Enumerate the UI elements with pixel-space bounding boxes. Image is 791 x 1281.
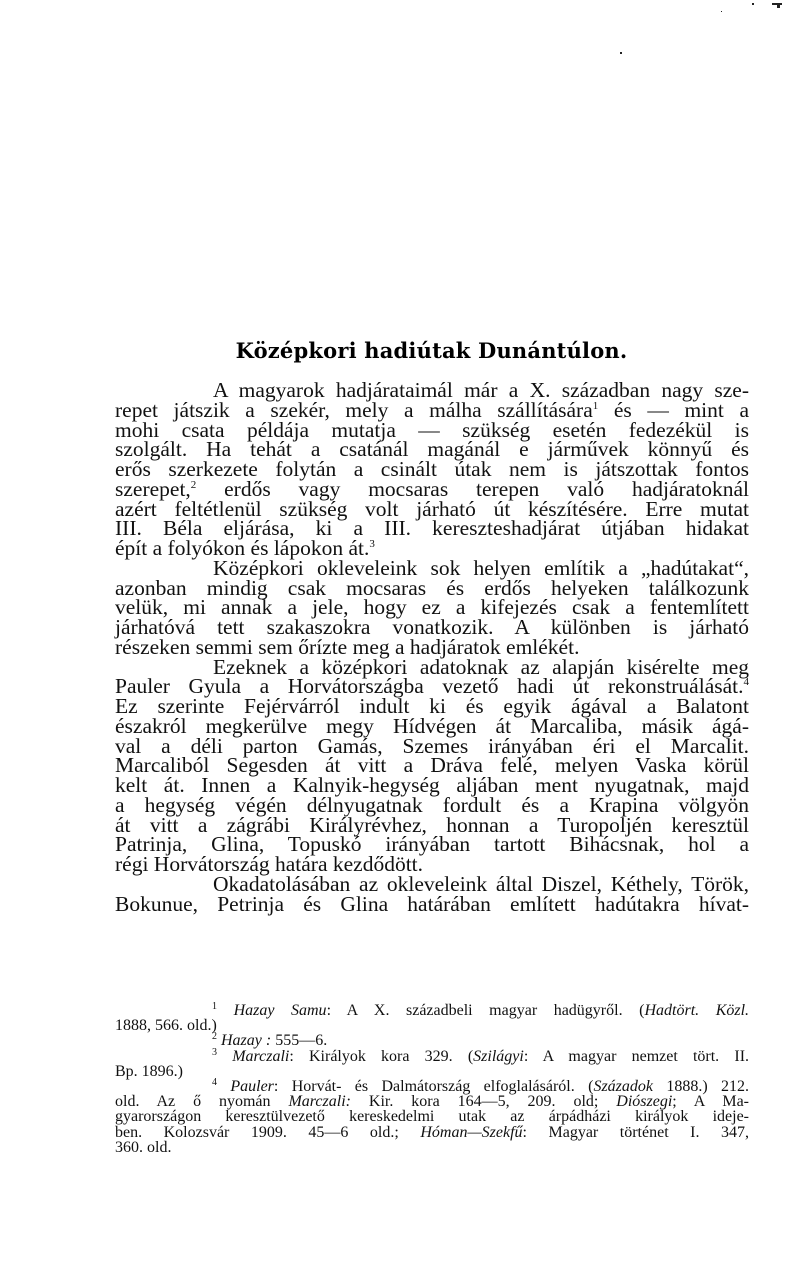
footnote-4: [115, 1076, 750, 1156]
line-text: kelt át. Innen a Kalnyik-hegység aljában ment nyugatnak, majd: [115, 773, 749, 797]
line-text: át vitt a zágrábi Királyrévhez, honnan a Turopoljén keresztül: [115, 812, 749, 837]
footnote-text: 1888.) 212.: [653, 1077, 750, 1095]
footnote-text: : Horvát- és Dalmátország elfoglalásáról. (: [273, 1077, 594, 1095]
footnote-text: : Magyar történet I. 347,: [522, 1123, 750, 1141]
footnote-citation-italic: Hazay Samu: [233, 1002, 327, 1019]
line-text: Ezeknek a középkori adatoknak az alapján kisérelte meg: [213, 654, 749, 679]
line-text: A magyarok hadjárataimál már a X. században nagy sze-: [213, 378, 749, 402]
footnote-line: [115, 1003, 749, 1018]
line-text: járhatóvá tett szakaszokra vonatkozik. A különben is járható: [115, 615, 749, 639]
footnote-ref[interactable]: 4: [743, 676, 749, 689]
page-title: Középkori hadiútak Dunántúlon.: [235, 338, 628, 363]
footnote-text: 1888, 566. old.): [115, 1017, 217, 1035]
footnote-text: 555—6.: [271, 1032, 328, 1050]
footnote-line: [115, 1018, 749, 1033]
footnote-line: [115, 1125, 749, 1140]
line-text: mohi csata példája mutatja — szükség esetén fedezékül is: [115, 417, 749, 442]
footnote-number: 3: [212, 1046, 217, 1058]
footnote-citation-italic: Pauler: [230, 1077, 274, 1095]
line-text: a hegység végén délnyugatnak fordult és a Krapina völgyön: [115, 792, 749, 817]
footnote-text: : Királyok kora 329. (: [289, 1047, 474, 1065]
footnote-line: [115, 1076, 750, 1095]
footnote-3: [115, 1046, 750, 1080]
footnote-line: [115, 1064, 749, 1079]
scan-speck: [721, 11, 722, 12]
footnote-text: ben. Kolozsvár 1909. 45—6 old.;: [115, 1123, 421, 1141]
line-text: val a déli parton Gamás, Szemes irányában éri el Marcalit.: [115, 733, 749, 758]
line-text-after: és — mint a: [598, 397, 750, 422]
footnote-text: Kir. kora 164—5, 209. old;: [350, 1093, 617, 1111]
footnote-citation-italic: Marczali: [232, 1047, 290, 1065]
body-text: [115, 378, 750, 916]
line-text: szerepet,: [115, 476, 191, 501]
footnote-1: [115, 1003, 749, 1033]
footnote-line: [115, 1094, 749, 1109]
footnote-citation-italic: Szilágyi: [473, 1047, 524, 1065]
line-text: szolgált. Ha tehát a csatánál magánál e járművek könnyű és: [115, 437, 749, 462]
line-text: részeken semmi sem őrízte meg a hadjáratok emlékét.: [115, 634, 580, 659]
line-text: III. Béla eljárása, ki a III. kereszteshadjárat útjában hidakat: [115, 516, 749, 541]
scan-speck: [620, 52, 622, 54]
footnote-text: : A X. századbeli magyar hadügyről. (: [326, 1002, 645, 1019]
line-text: Patrinja, Glina, Topuskó irányában tartott Bihácsnak, hol a: [115, 832, 749, 857]
footnote-citation-italic: Századok: [593, 1077, 653, 1095]
footnote-citation-italic: Hazay :: [221, 1032, 272, 1050]
scan-speck: [752, 3, 754, 5]
footnote-text: 360. old.: [115, 1138, 172, 1156]
line-text: Pauler Gyula a Horvátországba vezető hadi út rekonstruálását.: [115, 674, 744, 699]
footnote-ref[interactable]: 1: [592, 399, 599, 412]
footnote-line: [115, 1140, 749, 1155]
line-text: régi Horvátország határa kezdődött.: [115, 852, 424, 876]
line-text: Marcaliból Segesden át vitt a Dráva felé, melyen Vaska körül: [115, 753, 749, 778]
footnote-citation-italic: Hadtört. Közl.: [644, 1002, 750, 1019]
footnote-text: Bp. 1896.): [115, 1062, 183, 1080]
footnote-line: [115, 1046, 750, 1065]
line-text: repet játszik a szekér, mely a málha szállítására: [115, 397, 593, 422]
footnote-text: : A magyar nemzet tört. II.: [523, 1047, 750, 1065]
line-text: Okadatolásában az okleveleink által Diszel, Kéthely, Török,: [213, 871, 749, 896]
footnote-citation-italic: Marczali:: [288, 1093, 351, 1111]
footnote-citation-italic: Hóman—Szekfű: [420, 1123, 523, 1141]
line-text: azonban mindig csak mocsaras és erdős helyeken találkozunk: [115, 575, 749, 600]
footnote-text: ; A Ma-: [672, 1093, 749, 1111]
line-text: épít a folyókon és lápokon át.: [115, 536, 370, 560]
footnotes: [115, 1003, 749, 1155]
scan-speck: [777, 5, 780, 8]
footnote-line: [115, 1109, 749, 1124]
footnote-text: old. Az ő nyomán: [115, 1093, 289, 1111]
footnote-ref[interactable]: 2: [190, 478, 197, 491]
text-line: [115, 891, 749, 916]
line-text: Középkori okleveleink sok helyen említik a „hadútakat“,: [213, 555, 749, 580]
line-text: velük, mi annak a jele, hogy ez a kifejezés csak a fentemlített: [115, 595, 749, 620]
line-text: erős szerkezete folytán a csinált útak nem is játszottak fontos: [115, 457, 749, 481]
footnote-line: [115, 1033, 749, 1048]
line-text: Bokunue, Petrinja és Glina határában említett hadútakra hívat-: [115, 891, 749, 916]
footnote-number: 1: [212, 1001, 217, 1012]
footnote-citation-italic: Diószegi: [616, 1093, 673, 1111]
footnote-text: gyarországon keresztülvezető kereskedelmi utak az árpádházi királyok ideje-: [115, 1108, 749, 1126]
footnote-2: [115, 1033, 749, 1048]
line-text: északról megkerülve megy Hídvégen át Marcaliba, másik ágá-: [115, 713, 749, 738]
footnote-number: 2: [212, 1031, 217, 1043]
line-text: azért feltétlenül szükség volt járható út készítésére. Erre mutat: [115, 496, 749, 521]
line-text: Ez szerinte Fejérvárról indult ki és egyik ágával a Balatont: [115, 694, 749, 718]
footnote-ref[interactable]: 3: [369, 538, 375, 550]
line-text-after: erdős vagy mocsaras terepen való hadjáratoknál: [196, 476, 749, 501]
footnote-number: 4: [212, 1076, 217, 1088]
